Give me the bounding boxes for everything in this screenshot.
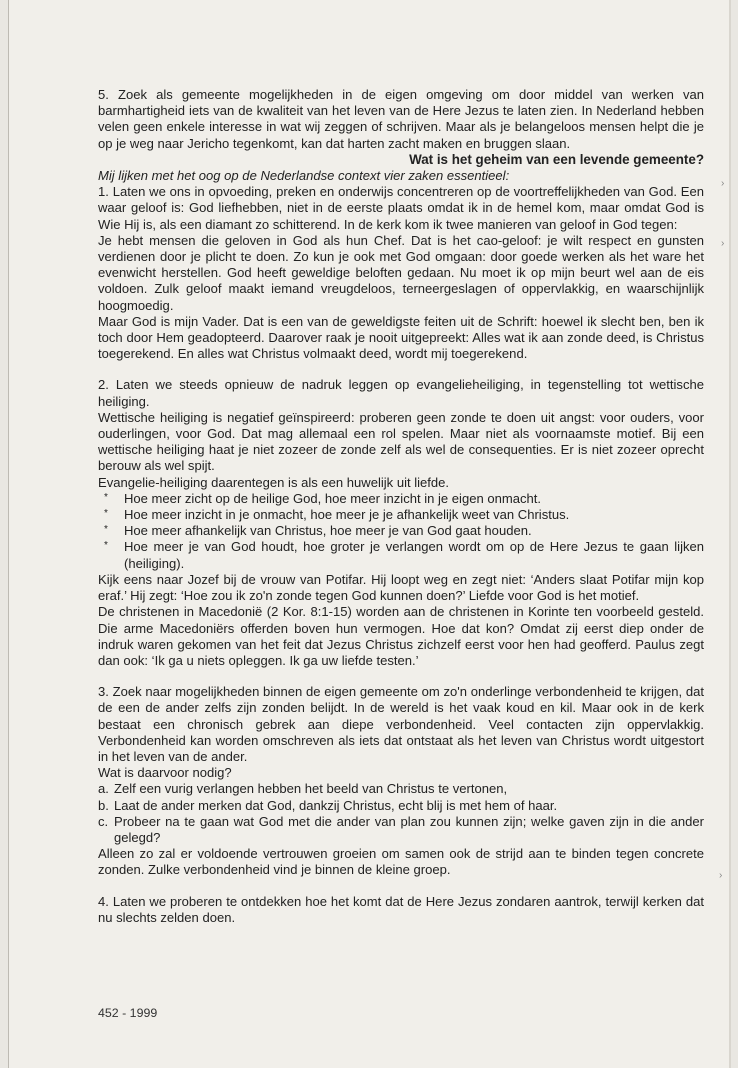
bullet-marker: * [104,508,108,520]
bullet-marker: * [104,524,108,536]
point-1: 1. Laten we ons in opvoeding, preken en onderwijs concentreren op de voortreffelijkheden van God. Een waar geloof is: God liefhebben, niet in de eerste plaats omdat ik in de hemel kom, maar omdat God is Wie Hij is, als een diamant zo schitterend. In de kerk kom ik twee manieren van geloof in God tegen: [98,184,704,232]
article-body [98,87,704,926]
point-3: 3. Zoek naar mogelijkheden binnen de eigen gemeente om zo'n onderlinge verbondenheid te krijgen, dat de een de ander zelfs zijn zonden belijdt. In de wereld is het vaak koud en kil. Maar ook in de kerk bestaat een chronisch gebrek aan diepe verbondenheid. Veel contacten zijn oppervlakkig. Verbondenheid kan worden omschreven als iets dat ontstaat als het leven van Christus wordt uitgestort in het leven van de ander. [98,684,704,764]
list-item: * Hoe meer zicht op de heilige God, hoe meer inzicht in je eigen onmacht. [104,490,542,506]
point-2-evangelie: Evangelie-heiliging daarentegen is als een huwelijk uit liefde. [98,474,450,490]
list-item: a. Zelf een vurig verlangen hebben het beeld van Christus te vertonen, [98,781,508,797]
list-item: * Hoe meer inzicht in je onmacht, hoe meer je je afhankelijk weet van Christus. [104,507,570,523]
page-number: 452 - 1999 [98,1006,158,1020]
bullet-marker: * [104,540,108,552]
section-intro: Mij lijken met het oog op de Nederlandse context vier zaken essentieel: [98,168,510,184]
heiliging-bullet-list [98,491,704,572]
bullet-marker: * [104,491,108,503]
point-3-question: Wat is daarvoor nodig? [98,765,232,781]
point-2: 2. Laten we steeds opnieuw de nadruk leggen op evangelieheiliging, in tegenstelling tot wettische heiliging. [98,377,704,409]
point-3-closing: Alleen zo zal er voldoende vertrouwen groeien om samen ook de strijd aan te binden tegen concrete zonden. Zulke verbondenheid vind je binnen de kleine groep. [98,846,704,878]
point-2-jozef: Kijk eens naar Jozef bij de vrouw van Potifar. Hij loopt weg en zegt niet: ‘Anders slaat Potifar mijn kop eraf.’ Hij zegt: ‘Hoe zou ik zo'n zonde tegen God kunnen doen?’ Liefde voor God is het motief. [98,571,704,604]
list-item: * Hoe meer je van God houdt, hoe groter je verlangen wordt om op de Here Jezus te gaan lijken (heiliging). [104,539,704,571]
paragraph-5: 5. Zoek als gemeente mogelijkheden in de eigen omgeving om door middel van werken van barmhartigheid iets van de kwaliteit van het leven van de Here Jezus te laten zien. In Nederland hebben velen geen enkele interesse in wat wij zeggen of schrijven. Maar als je belangeloos mensen helpt die je op je weg naar Jericho tegenkomt, kan dat harten zacht maken en bruggen slaan. [98,87,704,151]
point-1-chef: Je hebt mensen die geloven in God als hun Chef. Dat is het cao-geloof: je wilt respect en gunsten verdienen door je plicht te doen. Zo kun je ook met God omgaan: door goede werken als het ware het evenwicht herstellen. God heeft geweldige beloften gedaan. Nu moet ik op mijn beurt wel aan de eis voldoen. Zulk geloof maakt iemand vreugdeloos, terneergeslagen of oppervlakkig, en waarschijnlijk hoogmoedig. [98,232,704,313]
point-1-vader: Maar God is mijn Vader. Dat is een van de geweldigste feiten uit de Schrift: hoewel ik slecht ben, ben ik toch door Hem geadopteerd. Daarover raak je nooit uitgepreekt: Alles wat ik aan zonde deed, is Christus toegerekend. En alles wat Christus volmaakt deed, wordt mij toegerekend. [98,313,704,362]
point-4: 4. Laten we proberen te ontdekken hoe het komt dat de Here Jezus zondaren aantrok, terwijl kerken dat nu slechts zelden doen. [98,893,704,925]
margin-mark: › [719,870,723,881]
document-page [8,0,731,1068]
verbondenheid-list [98,781,704,846]
list-item: c. Probeer na te gaan wat God met die ander van plan zou kunnen zijn; welke gaven zijn in die ander gelegd? [98,813,704,845]
section-heading: Wat is het geheim van een levende gemeente? [409,151,704,167]
list-item: * Hoe meer afhankelijk van Christus, hoe meer je van God gaat houden. [104,523,532,539]
margin-mark: › [721,238,725,249]
point-2-macedonie: De christenen in Macedonië (2 Kor. 8:1-15) worden aan de christenen in Korinte ten voorbeeld gesteld. Die arme Macedoniërs offerden boven hun vermogen. Hoe dat kon? Omdat zij eerst diep onder de indruk waren gekomen van het feit dat Jezus Christus zichzelf eerst voor hen had geofferd. Paulus zegt dan ook: ‘Ik ga u niets opleggen. Ik ga uw liefde testen.’ [98,604,704,668]
point-2-wettisch: Wettische heiliging is negatief geïnspireerd: proberen geen zonde te doen uit angst: voor ouders, voor ouderlingen, voor God. Dat mag allemaal een rol spelen. Maar niet als voornaamste motief. Bij een wettische heiliging haat je niet zozeer de zonde zelf als wel de consequenties. Er is niet zozeer oprecht berouw als wel spijt. [98,409,704,474]
list-item: b. Laat de ander merken dat God, dankzij Christus, echt blij is met hem of haar. [98,797,558,813]
margin-mark: › [721,178,725,189]
